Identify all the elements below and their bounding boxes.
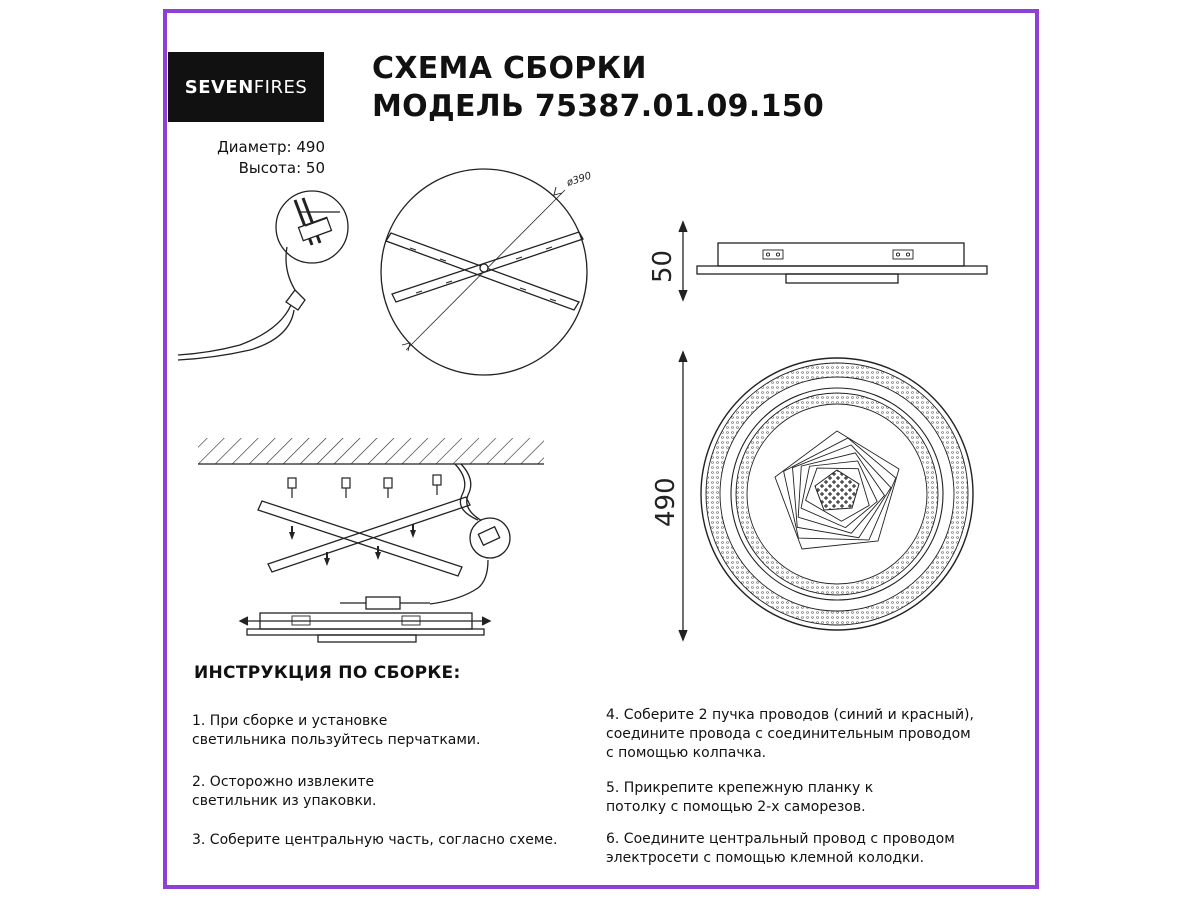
title-line-2: МОДЕЛЬ 75387.01.09.150	[372, 89, 825, 124]
instruction-step-4: 4. Соберите 2 пучка проводов (синий и красный), соедините провода с соединительным проводом с помощью колпачка.	[606, 707, 974, 761]
instruction-step-5: 5. Прикрепите крепежную планку к потолку с помощью 2-х саморезов.	[606, 780, 874, 815]
instructions-heading: ИНСТРУКЦИЯ ПО СБОРКЕ:	[194, 663, 461, 683]
instruction-step-1: 1. При сборке и установке светильника пользуйтесь перчатками.	[192, 713, 481, 748]
ceiling-installation-diagram	[198, 438, 544, 642]
instruction-step-3: 3. Соберите центральную часть, согласно схеме.	[192, 832, 558, 848]
base-diameter-label: ø390	[565, 170, 593, 189]
side-elevation-view	[679, 222, 987, 300]
logo-text-bold: SEVEN	[184, 76, 254, 98]
wire-connector-illustration	[178, 191, 348, 360]
diameter-spec: Диаметр: 490	[217, 138, 325, 156]
fixture-top-view	[679, 352, 973, 640]
instruction-step-6: 6. Соедините центральный провод с проводом электросети с помощью клемной колодки.	[606, 831, 955, 866]
instruction-step-2: 2. Осторожно извлеките светильник из упаковки.	[192, 774, 377, 809]
diameter-dimension-label: 490	[651, 477, 681, 527]
height-spec: Высота: 50	[238, 159, 325, 177]
title-line-1: СХЕМА СБОРКИ	[372, 51, 647, 86]
height-dimension-label: 50	[648, 249, 678, 283]
logo-text-light: FIRES	[253, 76, 308, 98]
base-plate-top-view	[381, 169, 587, 375]
